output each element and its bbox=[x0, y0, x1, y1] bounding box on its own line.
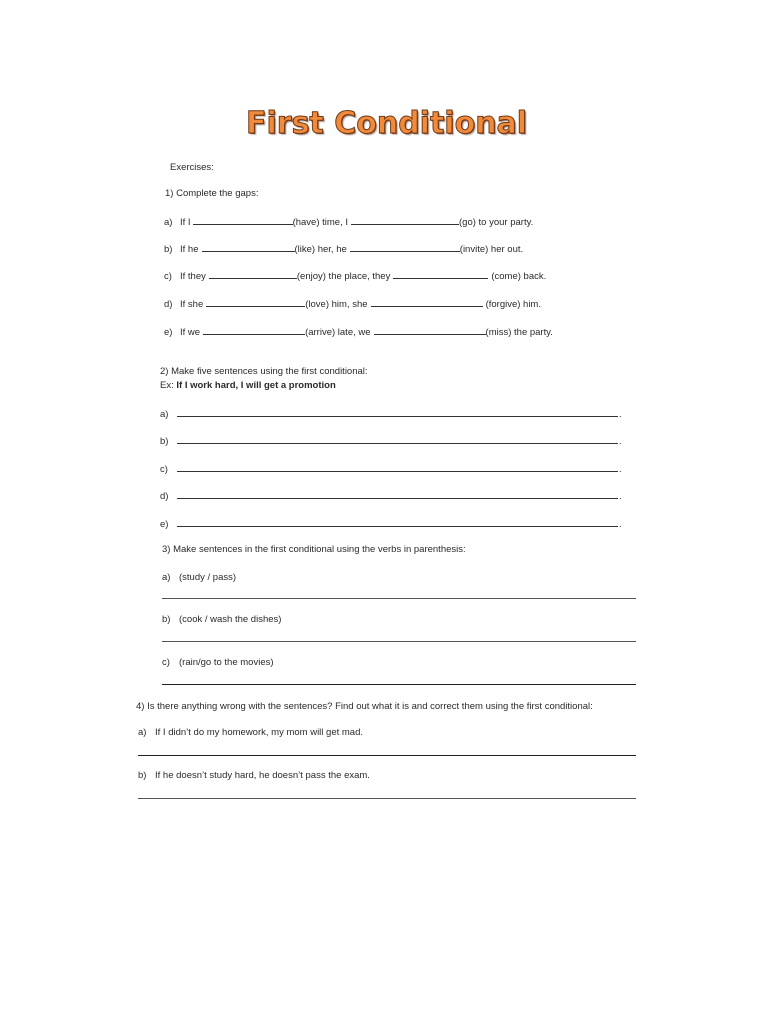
exercises-label: Exercises: bbox=[170, 162, 214, 173]
gap-text-3: (miss) the party. bbox=[485, 327, 553, 338]
sentence-text: If he doesn’t study hard, he doesn’t pass the exam. bbox=[155, 770, 370, 781]
gap-item-a bbox=[164, 215, 533, 229]
line-letter: c) bbox=[160, 464, 168, 475]
gap-text-3: (come) back. bbox=[491, 271, 547, 282]
end-mark: . bbox=[619, 464, 622, 475]
gap-item-b bbox=[164, 242, 523, 256]
sentence-line-c bbox=[160, 462, 622, 476]
gap-text-1: If I bbox=[180, 217, 191, 228]
gap-text-1: If he bbox=[180, 244, 199, 255]
item-letter: c) bbox=[164, 271, 172, 282]
verb-prompt: (study / pass) bbox=[179, 572, 237, 583]
end-mark: . bbox=[619, 409, 622, 420]
blank-2[interactable] bbox=[371, 297, 483, 307]
sentence-line-a bbox=[160, 407, 622, 421]
verb-item-b bbox=[162, 614, 281, 626]
gap-text-1: If she bbox=[180, 299, 204, 310]
blank-1[interactable] bbox=[202, 242, 295, 252]
item-letter: d) bbox=[164, 299, 173, 310]
item-letter: b) bbox=[138, 770, 147, 781]
end-mark: . bbox=[619, 436, 622, 447]
answer-blank[interactable] bbox=[177, 517, 618, 527]
answer-line[interactable] bbox=[162, 684, 636, 685]
sentence-line-b bbox=[160, 434, 622, 448]
section1-heading: 1) Complete the gaps: bbox=[165, 188, 259, 199]
blank-1[interactable] bbox=[206, 297, 305, 307]
item-letter: a) bbox=[138, 727, 147, 738]
gap-text-2: (love) him, she bbox=[305, 299, 368, 310]
verb-item-a bbox=[162, 572, 236, 584]
gap-text-2: (enjoy) the place, they bbox=[296, 271, 391, 282]
gap-text-2: (arrive) late, we bbox=[305, 327, 371, 338]
gap-text-2: (like) her, he bbox=[294, 244, 347, 255]
item-letter: c) bbox=[162, 657, 170, 668]
end-mark: . bbox=[619, 519, 622, 530]
line-letter: b) bbox=[160, 436, 169, 447]
answer-blank[interactable] bbox=[177, 434, 618, 444]
answer-line[interactable] bbox=[162, 641, 636, 642]
correction-item-a bbox=[138, 727, 363, 739]
answer-line[interactable] bbox=[162, 598, 636, 599]
section3-heading: 3) Make sentences in the first conditional using the verbs in parenthesis: bbox=[162, 544, 466, 555]
verb-item-c bbox=[162, 657, 274, 669]
section4-heading: 4) Is there anything wrong with the sentences? Find out what it is and correct them using the first conditional: bbox=[136, 701, 593, 712]
item-letter: e) bbox=[164, 327, 173, 338]
gap-text-2: (have) time, I bbox=[292, 217, 348, 228]
sentence-line-e bbox=[160, 517, 622, 531]
gap-item-e bbox=[164, 325, 553, 339]
line-letter: a) bbox=[160, 409, 169, 420]
line-letter: d) bbox=[160, 491, 169, 502]
sentence-line-d bbox=[160, 489, 622, 503]
worksheet-title: First Conditional bbox=[246, 106, 528, 141]
answer-blank[interactable] bbox=[177, 489, 618, 499]
example-prefix: Ex: bbox=[160, 380, 174, 391]
gap-item-d bbox=[164, 297, 541, 311]
verb-prompt: (rain/go to the movies) bbox=[179, 657, 274, 668]
section2-example bbox=[160, 380, 336, 392]
answer-line[interactable] bbox=[138, 798, 636, 799]
item-letter: b) bbox=[162, 614, 171, 625]
gap-text-3: (forgive) him. bbox=[485, 299, 541, 310]
blank-2[interactable] bbox=[374, 325, 486, 335]
blank-2[interactable] bbox=[351, 215, 459, 225]
correction-item-b bbox=[138, 770, 370, 782]
blank-1[interactable] bbox=[193, 215, 293, 225]
example-sentence: If I work hard, I will get a promotion bbox=[176, 380, 336, 391]
gap-text-3: (go) to your party. bbox=[459, 217, 534, 228]
verb-prompt: (cook / wash the dishes) bbox=[179, 614, 282, 625]
item-letter: a) bbox=[162, 572, 171, 583]
blank-1[interactable] bbox=[203, 325, 305, 335]
gap-text-1: If they bbox=[180, 271, 206, 282]
answer-blank[interactable] bbox=[177, 407, 618, 417]
item-letter: b) bbox=[164, 244, 173, 255]
gap-text-3: (invite) her out. bbox=[459, 244, 524, 255]
gap-text-1: If we bbox=[180, 327, 201, 338]
blank-1[interactable] bbox=[209, 269, 297, 279]
sentence-text: If I didn’t do my homework, my mom will get mad. bbox=[155, 727, 364, 738]
answer-blank[interactable] bbox=[177, 462, 618, 472]
gap-item-c bbox=[164, 269, 546, 283]
blank-2[interactable] bbox=[350, 242, 460, 252]
blank-2[interactable] bbox=[393, 269, 488, 279]
section2-heading: 2) Make five sentences using the first conditional: bbox=[160, 366, 368, 377]
answer-line[interactable] bbox=[138, 755, 636, 756]
line-letter: e) bbox=[160, 519, 169, 530]
end-mark: . bbox=[619, 491, 622, 502]
item-letter: a) bbox=[164, 217, 173, 228]
